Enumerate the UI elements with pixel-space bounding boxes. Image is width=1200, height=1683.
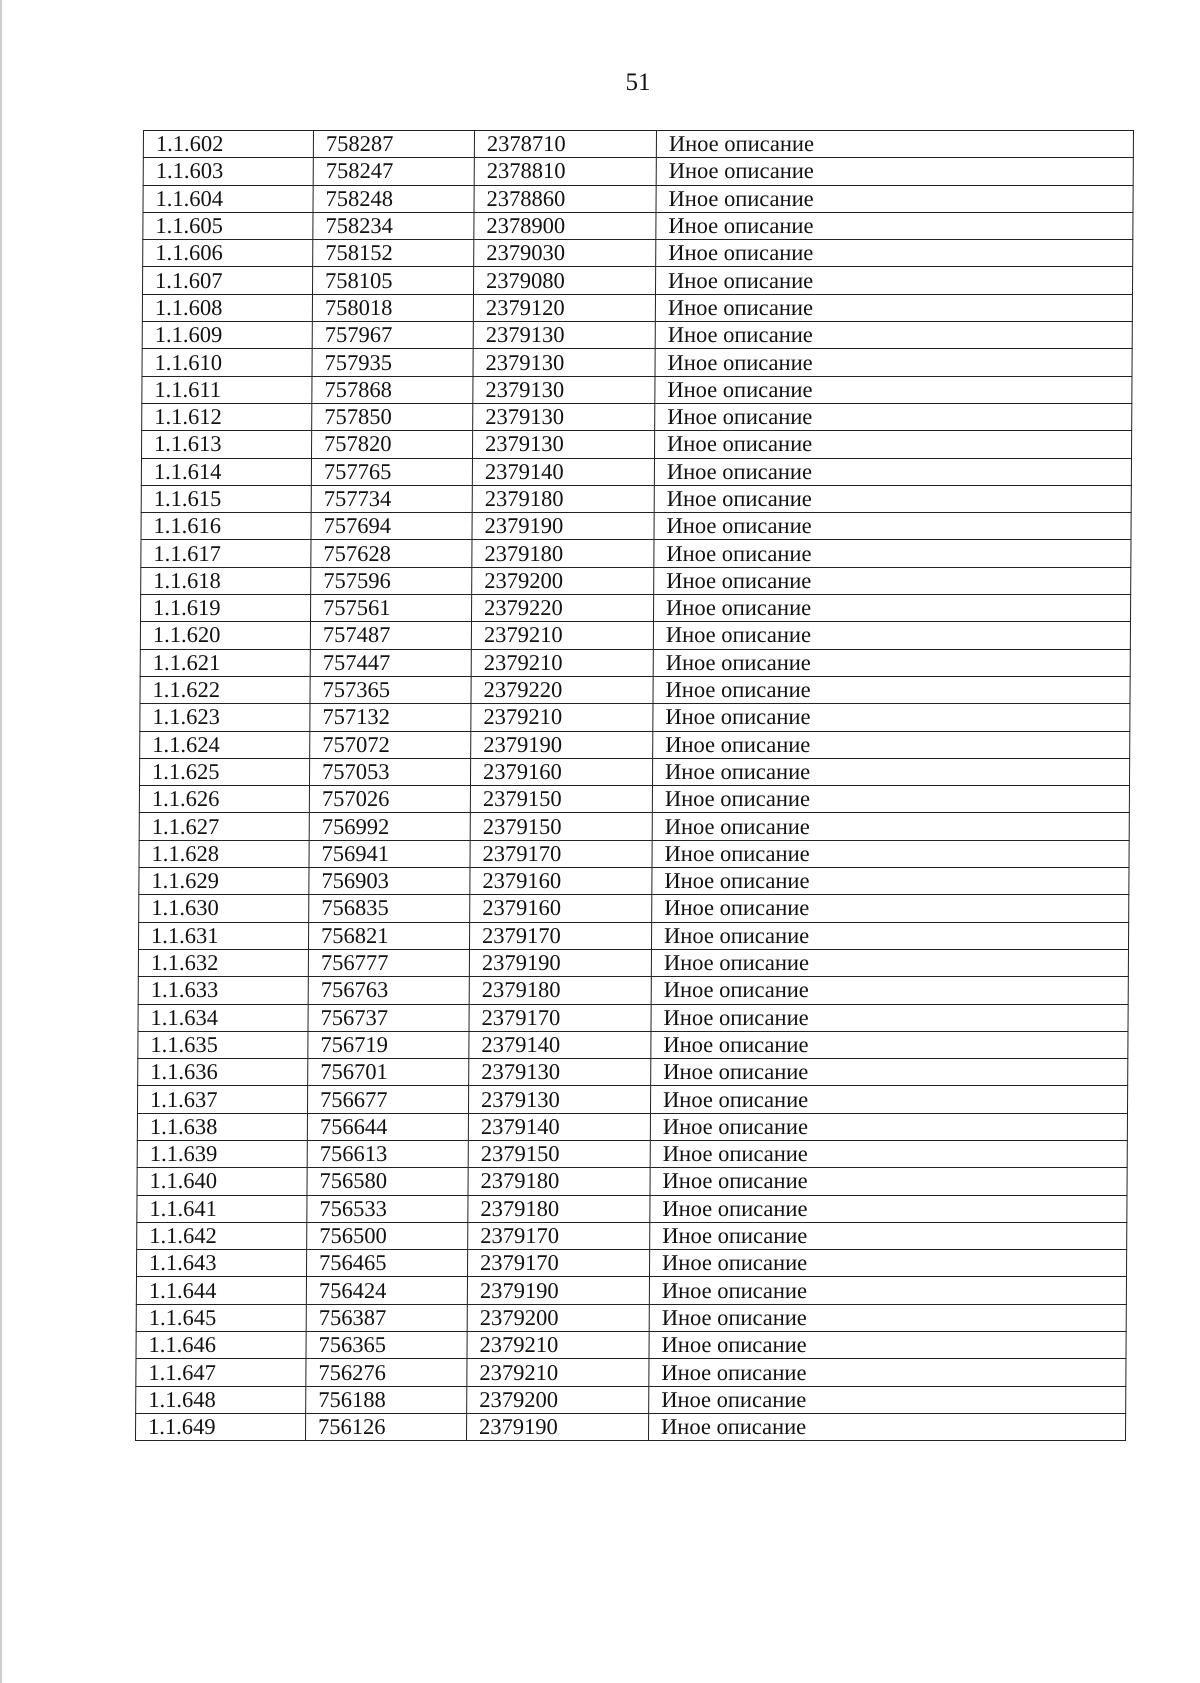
x-coordinate-cell: 756719	[308, 1031, 469, 1058]
x-coordinate-cell: 757765	[311, 458, 472, 485]
table-row	[136, 1386, 1126, 1413]
description-cell: Иное описание	[654, 513, 1131, 540]
point-number-cell: 1.1.636	[138, 1059, 308, 1086]
point-number-cell: 1.1.608	[142, 294, 312, 321]
point-number-cell: 1.1.610	[142, 349, 312, 376]
description-cell: Иное описание	[656, 212, 1133, 239]
table-row	[137, 1113, 1127, 1140]
description-cell: Иное описание	[649, 1332, 1126, 1359]
point-number-cell: 1.1.632	[138, 949, 308, 976]
point-number-cell: 1.1.615	[141, 485, 311, 512]
description-cell: Иное описание	[651, 1031, 1128, 1058]
description-cell: Иное описание	[649, 1250, 1126, 1277]
table-row	[138, 1031, 1128, 1058]
y-coordinate-cell: 2379190	[471, 731, 653, 758]
description-cell: Иное описание	[650, 1222, 1127, 1249]
table-row	[140, 704, 1130, 731]
point-number-cell: 1.1.628	[139, 840, 309, 867]
y-coordinate-cell: 2379180	[468, 1195, 650, 1222]
point-number-cell: 1.1.640	[137, 1168, 307, 1195]
point-number-cell: 1.1.641	[137, 1195, 307, 1222]
x-coordinate-cell: 758152	[313, 240, 474, 267]
x-coordinate-cell: 756677	[307, 1086, 468, 1113]
table-row	[142, 267, 1132, 294]
table-row	[136, 1304, 1126, 1331]
description-cell: Иное описание	[650, 1195, 1127, 1222]
description-cell: Иное описание	[651, 977, 1128, 1004]
y-coordinate-cell: 2379130	[473, 322, 655, 349]
x-coordinate-cell: 756465	[306, 1250, 467, 1277]
description-cell: Иное описание	[655, 403, 1132, 430]
description-cell: Иное описание	[654, 458, 1131, 485]
x-coordinate-cell: 758287	[313, 131, 474, 158]
y-coordinate-cell: 2379140	[472, 458, 654, 485]
x-coordinate-cell: 757072	[310, 731, 471, 758]
table-row	[143, 212, 1133, 239]
description-cell: Иное описание	[652, 868, 1129, 895]
description-cell: Иное описание	[655, 376, 1132, 403]
point-number-cell: 1.1.613	[141, 431, 311, 458]
description-cell: Иное описание	[651, 949, 1128, 976]
y-coordinate-cell: 2379170	[470, 840, 652, 867]
x-coordinate-cell: 756941	[309, 840, 470, 867]
description-cell: Иное описание	[651, 1059, 1128, 1086]
description-cell: Иное описание	[649, 1304, 1126, 1331]
point-number-cell: 1.1.627	[139, 813, 309, 840]
x-coordinate-cell: 756580	[307, 1168, 468, 1195]
table-row	[143, 185, 1133, 212]
x-coordinate-cell: 758105	[312, 267, 473, 294]
y-coordinate-cell: 2379170	[469, 922, 651, 949]
description-cell: Иное описание	[654, 431, 1131, 458]
coordinates-table	[135, 130, 1134, 1441]
x-coordinate-cell: 757053	[309, 758, 470, 785]
description-cell: Иное описание	[653, 676, 1130, 703]
point-number-cell: 1.1.647	[136, 1359, 306, 1386]
y-coordinate-cell: 2379180	[468, 1168, 650, 1195]
x-coordinate-cell: 756992	[309, 813, 470, 840]
y-coordinate-cell: 2379220	[471, 595, 653, 622]
y-coordinate-cell: 2379120	[473, 294, 655, 321]
table-row	[139, 868, 1129, 895]
page-edge-line	[0, 0, 2, 1683]
point-number-cell: 1.1.606	[143, 240, 313, 267]
y-coordinate-cell: 2379140	[468, 1113, 650, 1140]
table-row	[136, 1332, 1126, 1359]
point-number-cell: 1.1.649	[135, 1413, 305, 1440]
point-number-cell: 1.1.604	[143, 185, 313, 212]
table-row	[135, 1413, 1125, 1440]
description-cell: Иное описание	[650, 1168, 1127, 1195]
table-row	[136, 1359, 1126, 1386]
point-number-cell: 1.1.607	[142, 267, 312, 294]
x-coordinate-cell: 756701	[308, 1059, 469, 1086]
point-number-cell: 1.1.635	[138, 1031, 308, 1058]
table-row	[142, 376, 1132, 403]
point-number-cell: 1.1.612	[142, 403, 312, 430]
point-number-cell: 1.1.629	[139, 868, 309, 895]
table-row	[138, 1004, 1128, 1031]
x-coordinate-cell: 756903	[309, 868, 470, 895]
point-number-cell: 1.1.633	[138, 977, 308, 1004]
x-coordinate-cell: 756387	[306, 1304, 467, 1331]
y-coordinate-cell: 2378860	[474, 185, 656, 212]
x-coordinate-cell: 756365	[306, 1332, 467, 1359]
description-cell: Иное описание	[648, 1413, 1125, 1440]
description-cell: Иное описание	[655, 267, 1132, 294]
table-row	[137, 1195, 1127, 1222]
table-row	[136, 1277, 1126, 1304]
y-coordinate-cell: 2379150	[470, 813, 652, 840]
table-row	[141, 513, 1131, 540]
table-row	[139, 786, 1129, 813]
x-coordinate-cell: 756763	[308, 977, 469, 1004]
y-coordinate-cell: 2378710	[474, 131, 656, 158]
table-row	[140, 622, 1130, 649]
point-number-cell: 1.1.620	[140, 622, 310, 649]
description-cell: Иное описание	[656, 158, 1133, 185]
description-cell: Иное описание	[650, 1086, 1127, 1113]
coordinates-table-container	[135, 130, 1133, 1441]
x-coordinate-cell: 756424	[306, 1277, 467, 1304]
y-coordinate-cell: 2378810	[474, 158, 656, 185]
table-row	[141, 431, 1131, 458]
table-row	[140, 731, 1130, 758]
x-coordinate-cell: 758018	[312, 294, 473, 321]
point-number-cell: 1.1.619	[140, 595, 310, 622]
table-row	[142, 322, 1132, 349]
y-coordinate-cell: 2379210	[467, 1359, 649, 1386]
y-coordinate-cell: 2379150	[468, 1140, 650, 1167]
description-cell: Иное описание	[656, 185, 1133, 212]
point-number-cell: 1.1.639	[137, 1140, 307, 1167]
description-cell: Иное описание	[652, 813, 1129, 840]
table-row	[140, 595, 1130, 622]
y-coordinate-cell: 2379160	[470, 758, 652, 785]
x-coordinate-cell: 757132	[310, 704, 471, 731]
table-row	[142, 349, 1132, 376]
y-coordinate-cell: 2379180	[472, 485, 654, 512]
x-coordinate-cell: 757850	[312, 403, 473, 430]
y-coordinate-cell: 2379210	[467, 1332, 649, 1359]
table-row	[139, 840, 1129, 867]
table-row	[137, 1086, 1127, 1113]
point-number-cell: 1.1.638	[137, 1113, 307, 1140]
x-coordinate-cell: 756126	[305, 1413, 466, 1440]
point-number-cell: 1.1.626	[139, 786, 309, 813]
y-coordinate-cell: 2379180	[472, 540, 654, 567]
x-coordinate-cell: 757868	[312, 376, 473, 403]
point-number-cell: 1.1.634	[138, 1004, 308, 1031]
point-number-cell: 1.1.624	[140, 731, 310, 758]
description-cell: Иное описание	[656, 131, 1133, 158]
y-coordinate-cell: 2379200	[467, 1304, 649, 1331]
x-coordinate-cell: 756644	[307, 1113, 468, 1140]
description-cell: Иное описание	[649, 1277, 1126, 1304]
description-cell: Иное описание	[649, 1386, 1126, 1413]
x-coordinate-cell: 756821	[308, 922, 469, 949]
x-coordinate-cell: 757365	[310, 676, 471, 703]
point-number-cell: 1.1.622	[140, 676, 310, 703]
x-coordinate-cell: 756613	[307, 1140, 468, 1167]
table-row	[137, 1140, 1127, 1167]
y-coordinate-cell: 2379130	[473, 376, 655, 403]
page-number: 51	[625, 69, 651, 96]
description-cell: Иное описание	[655, 322, 1132, 349]
x-coordinate-cell: 757935	[312, 349, 473, 376]
description-cell: Иное описание	[652, 895, 1129, 922]
table-row	[140, 676, 1130, 703]
table-row	[143, 240, 1133, 267]
description-cell: Иное описание	[654, 485, 1131, 512]
x-coordinate-cell: 756188	[306, 1386, 467, 1413]
description-cell: Иное описание	[654, 540, 1131, 567]
y-coordinate-cell: 2379220	[471, 676, 653, 703]
y-coordinate-cell: 2379130	[472, 431, 654, 458]
table-row	[141, 540, 1131, 567]
description-cell: Иное описание	[650, 1140, 1127, 1167]
description-cell: Иное описание	[651, 922, 1128, 949]
x-coordinate-cell: 757820	[311, 431, 472, 458]
description-cell: Иное описание	[653, 649, 1130, 676]
y-coordinate-cell: 2379140	[469, 1031, 651, 1058]
y-coordinate-cell: 2379190	[466, 1413, 648, 1440]
y-coordinate-cell: 2379210	[471, 704, 653, 731]
point-number-cell: 1.1.621	[140, 649, 310, 676]
y-coordinate-cell: 2379170	[467, 1250, 649, 1277]
x-coordinate-cell: 758234	[313, 212, 474, 239]
x-coordinate-cell: 757026	[309, 786, 470, 813]
point-number-cell: 1.1.630	[139, 895, 309, 922]
y-coordinate-cell: 2379200	[467, 1386, 649, 1413]
table-row	[139, 758, 1129, 785]
y-coordinate-cell: 2379170	[469, 1004, 651, 1031]
table-row	[143, 158, 1133, 185]
y-coordinate-cell: 2379130	[473, 403, 655, 430]
x-coordinate-cell: 756737	[308, 1004, 469, 1031]
y-coordinate-cell: 2379080	[473, 267, 655, 294]
table-row	[138, 922, 1128, 949]
table-row	[136, 1250, 1126, 1277]
table-row	[137, 1168, 1127, 1195]
x-coordinate-cell: 756533	[307, 1195, 468, 1222]
point-number-cell: 1.1.614	[141, 458, 311, 485]
description-cell: Иное описание	[651, 1004, 1128, 1031]
y-coordinate-cell: 2379190	[469, 949, 651, 976]
table-row	[141, 485, 1131, 512]
table-row	[138, 1059, 1128, 1086]
table-row	[142, 294, 1132, 321]
description-cell: Иное описание	[653, 731, 1130, 758]
point-number-cell: 1.1.602	[143, 131, 313, 158]
description-cell: Иное описание	[652, 758, 1129, 785]
x-coordinate-cell: 758248	[313, 185, 474, 212]
y-coordinate-cell: 2379210	[471, 622, 653, 649]
point-number-cell: 1.1.644	[136, 1277, 306, 1304]
y-coordinate-cell: 2379160	[470, 868, 652, 895]
table-row	[137, 1222, 1127, 1249]
description-cell: Иное описание	[655, 294, 1132, 321]
y-coordinate-cell: 2379170	[468, 1222, 650, 1249]
y-coordinate-cell: 2379210	[471, 649, 653, 676]
point-number-cell: 1.1.609	[142, 322, 312, 349]
point-number-cell: 1.1.648	[136, 1386, 306, 1413]
table-row	[143, 131, 1133, 158]
point-number-cell: 1.1.637	[137, 1086, 307, 1113]
point-number-cell: 1.1.605	[143, 212, 313, 239]
description-cell: Иное описание	[650, 1113, 1127, 1140]
description-cell: Иное описание	[652, 840, 1129, 867]
table-row	[139, 813, 1129, 840]
table-row	[138, 977, 1128, 1004]
point-number-cell: 1.1.616	[141, 513, 311, 540]
x-coordinate-cell: 757487	[310, 622, 471, 649]
point-number-cell: 1.1.603	[143, 158, 313, 185]
table-row	[141, 567, 1131, 594]
x-coordinate-cell: 756835	[309, 895, 470, 922]
point-number-cell: 1.1.617	[141, 540, 311, 567]
point-number-cell: 1.1.643	[136, 1250, 306, 1277]
y-coordinate-cell: 2379130	[469, 1059, 651, 1086]
y-coordinate-cell: 2379030	[474, 240, 656, 267]
description-cell: Иное описание	[653, 622, 1130, 649]
y-coordinate-cell: 2379130	[468, 1086, 650, 1113]
x-coordinate-cell: 757628	[311, 540, 472, 567]
y-coordinate-cell: 2379190	[472, 513, 654, 540]
description-cell: Иное описание	[654, 567, 1131, 594]
x-coordinate-cell: 756500	[307, 1222, 468, 1249]
y-coordinate-cell: 2379160	[470, 895, 652, 922]
y-coordinate-cell: 2379190	[467, 1277, 649, 1304]
point-number-cell: 1.1.642	[137, 1222, 307, 1249]
description-cell: Иное описание	[653, 704, 1130, 731]
point-number-cell: 1.1.625	[139, 758, 309, 785]
x-coordinate-cell: 756777	[308, 949, 469, 976]
point-number-cell: 1.1.618	[141, 567, 311, 594]
y-coordinate-cell: 2379180	[469, 977, 651, 1004]
description-cell: Иное описание	[649, 1359, 1126, 1386]
point-number-cell: 1.1.611	[142, 376, 312, 403]
y-coordinate-cell: 2379200	[472, 567, 654, 594]
x-coordinate-cell: 757561	[310, 595, 471, 622]
point-number-cell: 1.1.645	[136, 1304, 306, 1331]
y-coordinate-cell: 2378900	[474, 212, 656, 239]
table-row	[138, 949, 1128, 976]
x-coordinate-cell: 757596	[311, 567, 472, 594]
x-coordinate-cell: 757447	[310, 649, 471, 676]
table-row	[142, 403, 1132, 430]
description-cell: Иное описание	[655, 349, 1132, 376]
table-row	[139, 895, 1129, 922]
y-coordinate-cell: 2379150	[470, 786, 652, 813]
x-coordinate-cell: 757734	[311, 485, 472, 512]
description-cell: Иное описание	[656, 240, 1133, 267]
x-coordinate-cell: 757967	[312, 322, 473, 349]
x-coordinate-cell: 756276	[306, 1359, 467, 1386]
point-number-cell: 1.1.623	[140, 704, 310, 731]
point-number-cell: 1.1.631	[138, 922, 308, 949]
x-coordinate-cell: 758247	[313, 158, 474, 185]
coordinates-table-body	[135, 131, 1133, 1441]
table-row	[140, 649, 1130, 676]
description-cell: Иное описание	[652, 786, 1129, 813]
description-cell: Иное описание	[653, 595, 1130, 622]
y-coordinate-cell: 2379130	[473, 349, 655, 376]
x-coordinate-cell: 757694	[311, 513, 472, 540]
point-number-cell: 1.1.646	[136, 1332, 306, 1359]
table-row	[141, 458, 1131, 485]
